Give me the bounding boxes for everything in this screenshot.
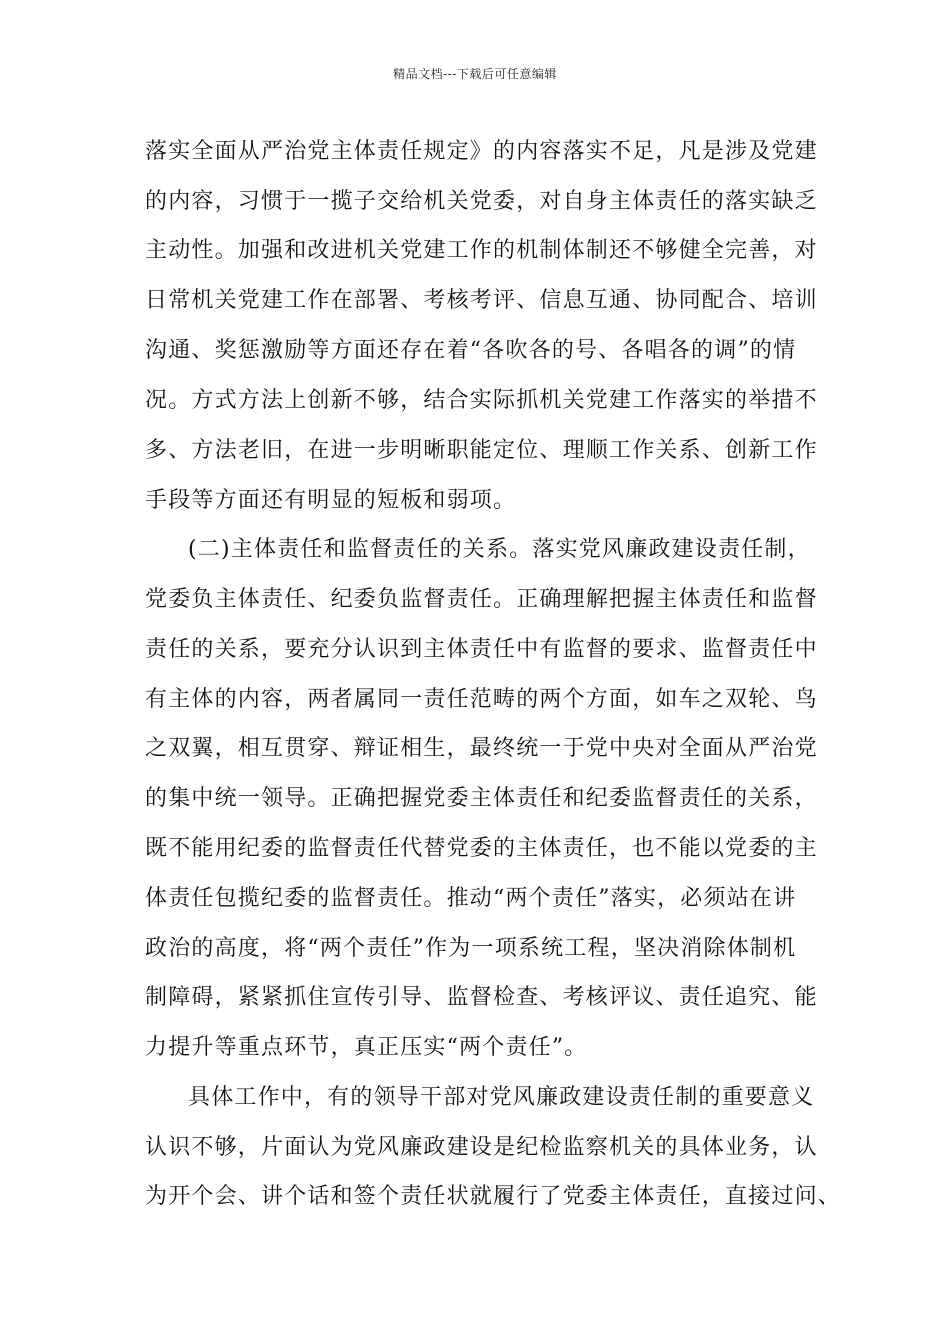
text-line: 既不能用纪委的监督责任代替党委的主体责任，也不能以党委的主 [145,836,818,861]
text-line: 有主体的内容，两者属同一责任范畴的两个方面，如车之双轮、鸟 [145,687,818,712]
text-line: 落实全面从严治党主体责任规定》的内容落实不足，凡是涉及党建 [145,139,818,164]
text-line: 责任的关系，要充分认识到主体责任中有监督的要求、监督责任中 [145,637,818,662]
text-line: 多、方法老旧，在进一步明晰职能定位、理顺工作关系、创新工作 [145,438,818,463]
text-line: 日常机关党建工作在部署、考核考评、信息互通、协同配合、培训 [145,288,818,313]
text-line: 之双翼，相互贯穿、辩证相生，最终统一于党中央对全面从严治党 [145,736,818,761]
text-line: 的集中统一领导。正确把握党委主体责任和纪委监督责任的关系， [145,786,818,811]
text-line: 具体工作中，有的领导干部对党风廉政建设责任制的重要意义 [188,1085,815,1110]
text-line: 体责任包揽纪委的监督责任。推动“两个责任”落实，必须站在讲 [145,886,797,911]
text-line: 认识不够，片面认为党风廉政建设是纪检监察机关的具体业务，认 [145,1135,818,1160]
text-line: 政治的高度，将“两个责任”作为一项系统工程，坚决消除体制机 [145,936,797,961]
text-line: 主动性。加强和改进机关党建工作的机制体制还不够健全完善，对 [145,238,818,263]
text-line: 手段等方面还有明显的短板和弱项。 [145,488,517,513]
text-line: 的内容，习惯于一揽子交给机关党委，对自身主体责任的落实缺乏 [145,189,818,214]
text-line: 制障碍，紧紧抓住宣传引导、监督检查、考核评议、责任追究、能 [145,985,818,1010]
text-line: 党委负主体责任、纪委负监督责任。正确理解把握主体责任和监督 [145,587,818,612]
page-header: 精品文档---下载后可任意编辑 [393,67,557,81]
text-line: (二)主体责任和监督责任的关系。落实党风廉政建设责任制， [188,537,811,562]
text-line: 沟通、奖惩激励等方面还存在着“各吹各的号、各唱各的调”的情 [145,338,797,363]
text-line: 况。方式方法上创新不够，结合实际抓机关党建工作落实的举措不 [145,388,818,413]
text-line: 为开个会、讲个话和签个责任状就履行了党委主体责任，直接过问、 [145,1184,842,1209]
text-line: 力提升等重点环节，真正压实“两个责任”。 [145,1035,588,1060]
